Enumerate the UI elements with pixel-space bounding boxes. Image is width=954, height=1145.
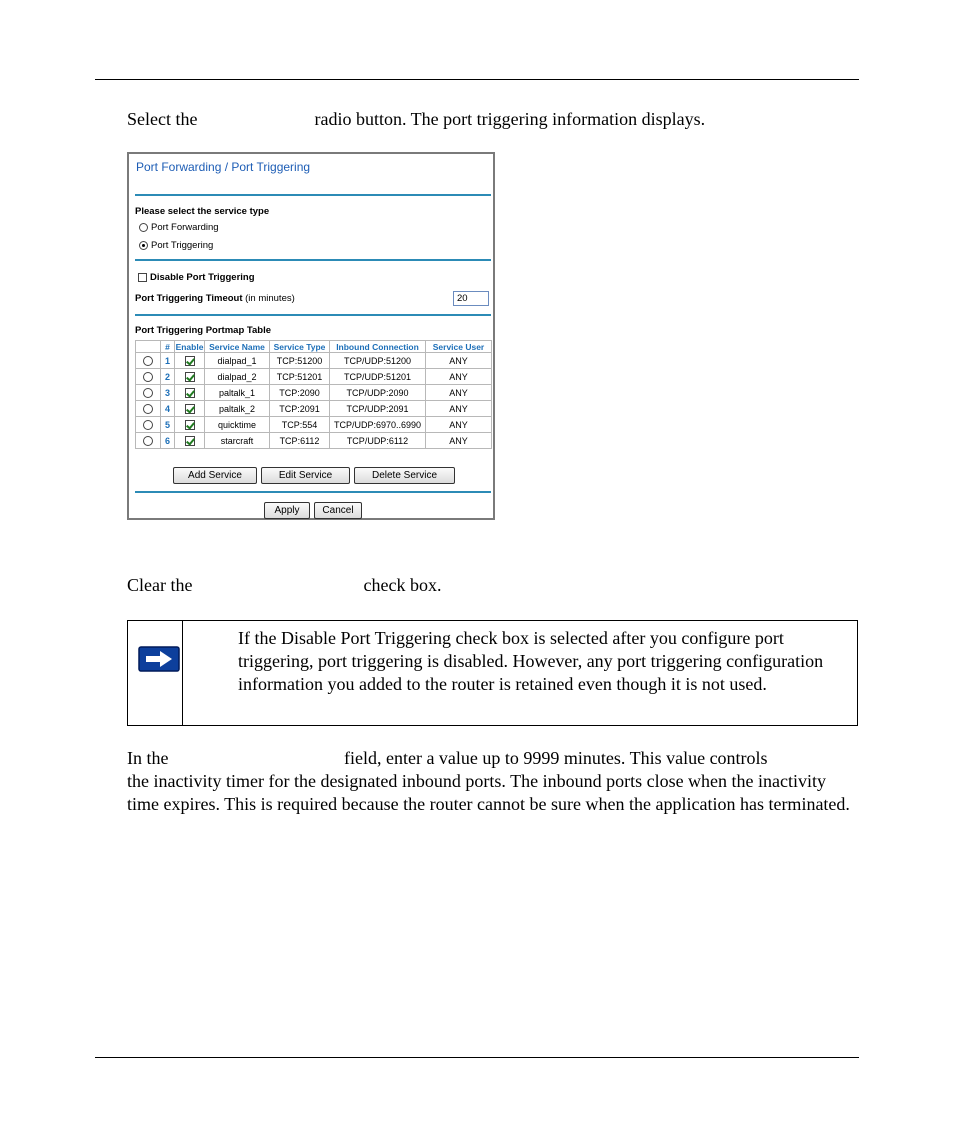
table-row <box>136 385 492 401</box>
panel-title: Port Forwarding / Port Triggering <box>136 160 311 174</box>
radio-port-triggering[interactable] <box>139 240 213 251</box>
row-service-type: TCP:6112 <box>270 433 330 449</box>
title-rule <box>135 194 491 196</box>
disable-label: Disable Port Triggering <box>150 272 255 283</box>
row-service-user: ANY <box>426 401 492 417</box>
row-number: 6 <box>161 433 175 449</box>
row-service-type: TCP:51200 <box>270 353 330 369</box>
table-row <box>136 401 492 417</box>
section-rule <box>135 259 491 261</box>
row-select-radio[interactable] <box>143 404 153 414</box>
apply-button[interactable]: Apply <box>264 502 310 519</box>
row-enable-checkbox[interactable] <box>185 356 195 366</box>
col-enable: Enable <box>175 341 204 352</box>
timeout-unit: (in minutes) <box>245 293 295 304</box>
row-service-type: TCP:2091 <box>270 401 330 417</box>
col-service-type: Service Type <box>270 341 330 353</box>
row-enable-checkbox[interactable] <box>185 436 195 446</box>
radio-selected-icon[interactable] <box>139 241 148 250</box>
row-inbound: TCP/UDP:51201 <box>330 369 426 385</box>
row-service-name: dialpad_2 <box>205 369 270 385</box>
row-select-radio[interactable] <box>143 436 153 446</box>
row-enable-checkbox[interactable] <box>185 372 195 382</box>
step-timeout-line1: In the field, enter a value up to 9999 minutes. This value controls <box>127 748 768 768</box>
timeout-input[interactable]: 20 <box>453 291 489 306</box>
table-row <box>136 417 492 433</box>
row-service-user: ANY <box>426 417 492 433</box>
row-service-type: TCP:554 <box>270 417 330 433</box>
timeout-label-text: Port Triggering Timeout <box>135 293 243 304</box>
step-clear-checkbox: Clear the check box. <box>127 575 442 595</box>
row-inbound: TCP/UDP:6970..6990 <box>330 417 426 433</box>
row-select-radio[interactable] <box>143 420 153 430</box>
step-timeout-rest: the inactivity timer for the designated inbound ports. The inbound ports close when the inactivity time expires. This is required because the router cannot be sure when the application has terminated. <box>127 771 850 814</box>
radio-port-forwarding[interactable] <box>139 222 219 233</box>
row-service-type: TCP:2090 <box>270 385 330 401</box>
row-service-user: ANY <box>426 353 492 369</box>
step-select-radio: Select the radio button. The port triggering information displays. <box>127 109 706 129</box>
add-service-button[interactable]: Add Service <box>173 467 257 484</box>
row-select-radio[interactable] <box>143 372 153 382</box>
row-number: 3 <box>161 385 175 401</box>
disable-checkbox[interactable] <box>138 273 147 282</box>
portmap-table <box>135 340 492 449</box>
col-service-user: Service User <box>426 341 492 353</box>
disable-port-triggering[interactable] <box>138 272 255 283</box>
row-number: 4 <box>161 401 175 417</box>
col-select <box>136 341 161 353</box>
row-service-user: ANY <box>426 433 492 449</box>
radio-port-forwarding-label: Port Forwarding <box>151 222 219 233</box>
col-inbound: Inbound Connection <box>330 341 426 353</box>
row-select-radio[interactable] <box>143 356 153 366</box>
row-service-name: starcraft <box>205 433 270 449</box>
bottom-rule <box>95 1057 859 1058</box>
row-service-user: ANY <box>426 369 492 385</box>
right-arrow-icon <box>138 646 180 672</box>
row-select-radio[interactable] <box>143 388 153 398</box>
row-enable-checkbox[interactable] <box>185 404 195 414</box>
row-enable-checkbox[interactable] <box>185 420 195 430</box>
col-number: # <box>161 341 175 353</box>
row-number: 5 <box>161 417 175 433</box>
edit-service-button[interactable]: Edit Service <box>261 467 350 484</box>
row-service-type: TCP:51201 <box>270 369 330 385</box>
table-row <box>136 433 492 449</box>
radio-icon[interactable] <box>139 223 148 232</box>
table-row <box>136 369 492 385</box>
radio-port-triggering-label: Port Triggering <box>151 240 214 251</box>
portmap-table-label: Port Triggering Portmap Table <box>135 325 272 336</box>
row-number: 1 <box>161 353 175 369</box>
section-rule-2 <box>135 314 491 316</box>
row-service-name: dialpad_1 <box>205 353 270 369</box>
port-triggering-panel <box>127 152 495 520</box>
col-service-name: Service Name <box>205 341 270 353</box>
top-rule <box>95 79 859 80</box>
row-service-name: quicktime <box>205 417 270 433</box>
service-type-label: Please select the service type <box>135 206 270 217</box>
row-enable-checkbox[interactable] <box>185 388 195 398</box>
row-inbound: TCP/UDP:2090 <box>330 385 426 401</box>
row-service-name: paltalk_1 <box>205 385 270 401</box>
row-inbound: TCP/UDP:6112 <box>330 433 426 449</box>
timeout-label <box>135 293 295 304</box>
cancel-button[interactable]: Cancel <box>314 502 362 519</box>
row-service-user: ANY <box>426 385 492 401</box>
row-inbound: TCP/UDP:51200 <box>330 353 426 369</box>
table-header <box>136 341 492 353</box>
delete-service-button[interactable]: Delete Service <box>354 467 455 484</box>
note-box <box>127 620 858 726</box>
row-number: 2 <box>161 369 175 385</box>
note-text: If the Disable Port Triggering check box is selected after you configure port triggering, port triggering is disabled. However, any port triggering configuration information you added to the router is retained even though it is not used. <box>238 628 824 694</box>
section-rule-3 <box>135 491 491 493</box>
table-row <box>136 353 492 369</box>
row-inbound: TCP/UDP:2091 <box>330 401 426 417</box>
note-divider <box>182 621 183 725</box>
row-service-name: paltalk_2 <box>205 401 270 417</box>
